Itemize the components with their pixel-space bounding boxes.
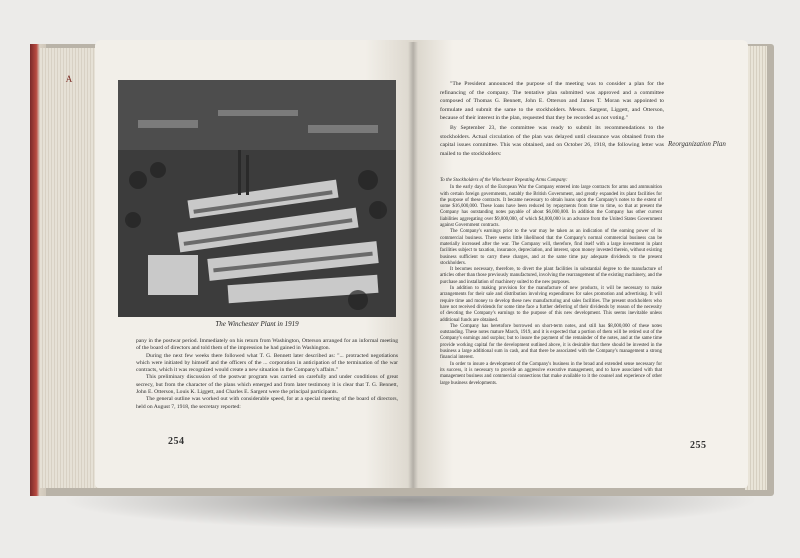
left-paragraph: This preliminary discussion of the postwar program was carried on carefully and under conditions of great secrecy, but from the character of the plans which emerged and from later testimony it is clear that T. G. Bennett, John E. Otterson, Louis K. Liggett, and Charles E. Sargent were the principal participants. bbox=[136, 374, 398, 396]
factory-photo-illustration bbox=[118, 80, 396, 317]
edge-tab-label: A bbox=[65, 74, 73, 84]
side-note: Reorganization Plan bbox=[668, 140, 726, 148]
photo-caption: The Winchester Plant in 1919 bbox=[215, 320, 299, 328]
main-paragraph: By September 23, the committee was ready to submit its recommendations to the stockholders. Actual circulation of the plan was delayed until clearance was obtained from the capital issues committee. This was obtained, and on October 26, 1918, the following letter was mailed to the stockholders: bbox=[440, 125, 664, 157]
left-paragraph: During the next few weeks there followed what T. G. Bennett later described as: "... protracted negotiations which were initiated by himself and the officers of the ... corporation in anticipation of the termination of the war contracts, which it was recognized would create a new situation in the Company's affairs." bbox=[136, 352, 398, 374]
quote-paragraph: "The President announced the purpose of the meeting was to consider a plan for the refinancing of the company. The tentative plan submitted was approved and a committee composed of Thomas G. Bennett, John E. Otterson and James T. Moran was appointed to formulate and submit the same to the stockholders. Messrs. Sargent, Liggett, and Otterson, because of their interest in the plan, requested that they be recorded as not voting." bbox=[440, 81, 664, 121]
right-page-number: 255 bbox=[690, 440, 707, 451]
left-page-body bbox=[136, 338, 398, 411]
stockholder-letter bbox=[440, 178, 662, 387]
left-page-stack bbox=[40, 48, 100, 488]
factory-aerial-photo bbox=[118, 80, 396, 317]
letter-paragraph: The Company's earnings prior to the war may be taken as an indication of the earning power of its commercial business. There seems little likelihood that the Company's normal commercial business can be materially increased after the war. The Company will, therefore, find itself with a large investment in plant facilities subject to taxation, insurance, depreciation, and interest, upon money invested therein, without existing business sufficient to carry these charges, and at the same time pay adequate dividends to the present stockholders. bbox=[440, 229, 662, 266]
letter-paragraph: The Company has heretofore borrowed on short-term notes, and still has $8,000,000 of these notes outstanding. These notes mature March, 1919, and it is expected that a portion of them will be retired out of the Company's earnings and surplus; but to insure the payment of the remainder of the notes, and at the same time provide working capital for the development outlined above, it is desirable that there should be invested in the business a large additional sum in cash, and that there be associated with the Company's management a strong financial interest. bbox=[440, 323, 662, 361]
letter-paragraph: In order to insure a development of the Company's business in the broad and extended sense necessary for its success, it is necessary to provide an aggressive executive management, and to have associated with that management business and commercial connections that make available to it the counsel and experience of other large business developments. bbox=[440, 361, 662, 386]
left-paragraph: The general outline was worked out with considerable speed, for at a special meeting of the board of directors, held on August 7, 1918, the secretary reported: bbox=[136, 396, 398, 410]
letter-paragraph: In the early days of the European War the Company entered into large contracts for arms and ammunition with certain foreign governments, notably the British Government, and greatly expanded its plant facilities for the purpose of these contracts. It became necessary to obtain loans upon the Company's notes to the extent of some $16,000,000. These loans have been reduced by repayments from time to time, so that at present the Company has outstanding notes payable of about $6,000,000. In addition the Company has other current liabilities aggregating over $9,000,000, of which $4,000,000 is an advance from the United States Government against Government contracts. bbox=[440, 185, 662, 229]
right-page-stack bbox=[745, 46, 767, 490]
letter-paragraph: It becomes necessary, therefore, to divert the plant facilities in substantial degree to the manufacture of articles other than those previously manufactured, involving the rearrangement of the existing machinery, and the purchase and installation of machinery suited to the new purposes. bbox=[440, 267, 662, 285]
left-page-number: 254 bbox=[168, 436, 185, 447]
book-gutter bbox=[408, 42, 418, 488]
left-paragraph: pany in the postwar period. Immediately on his return from Washington, Otterson arranged for an informal meeting of the board of directors and told them of the impression he had gained in Washington. bbox=[136, 338, 398, 352]
letter-salutation: To the Stockholders of the Winchester Repeating Arms Company: bbox=[440, 178, 568, 183]
right-page-quote bbox=[440, 80, 664, 123]
right-page-main bbox=[440, 124, 664, 158]
letter-paragraph: In addition to making provision for the manufacture of new products, it will be necessary to make arrangements for their sale and distribution involving expenditures for sales promotion and advertising. It will require time and money to develop these new manufacturing and sales facilities. The present stockholders who have not received dividends for some time face a further deferring of their dividends by reason of the necessity of devoting the Company's earnings to the purpose of this new development. This seems inevitable unless additional funds are obtained. bbox=[440, 286, 662, 323]
